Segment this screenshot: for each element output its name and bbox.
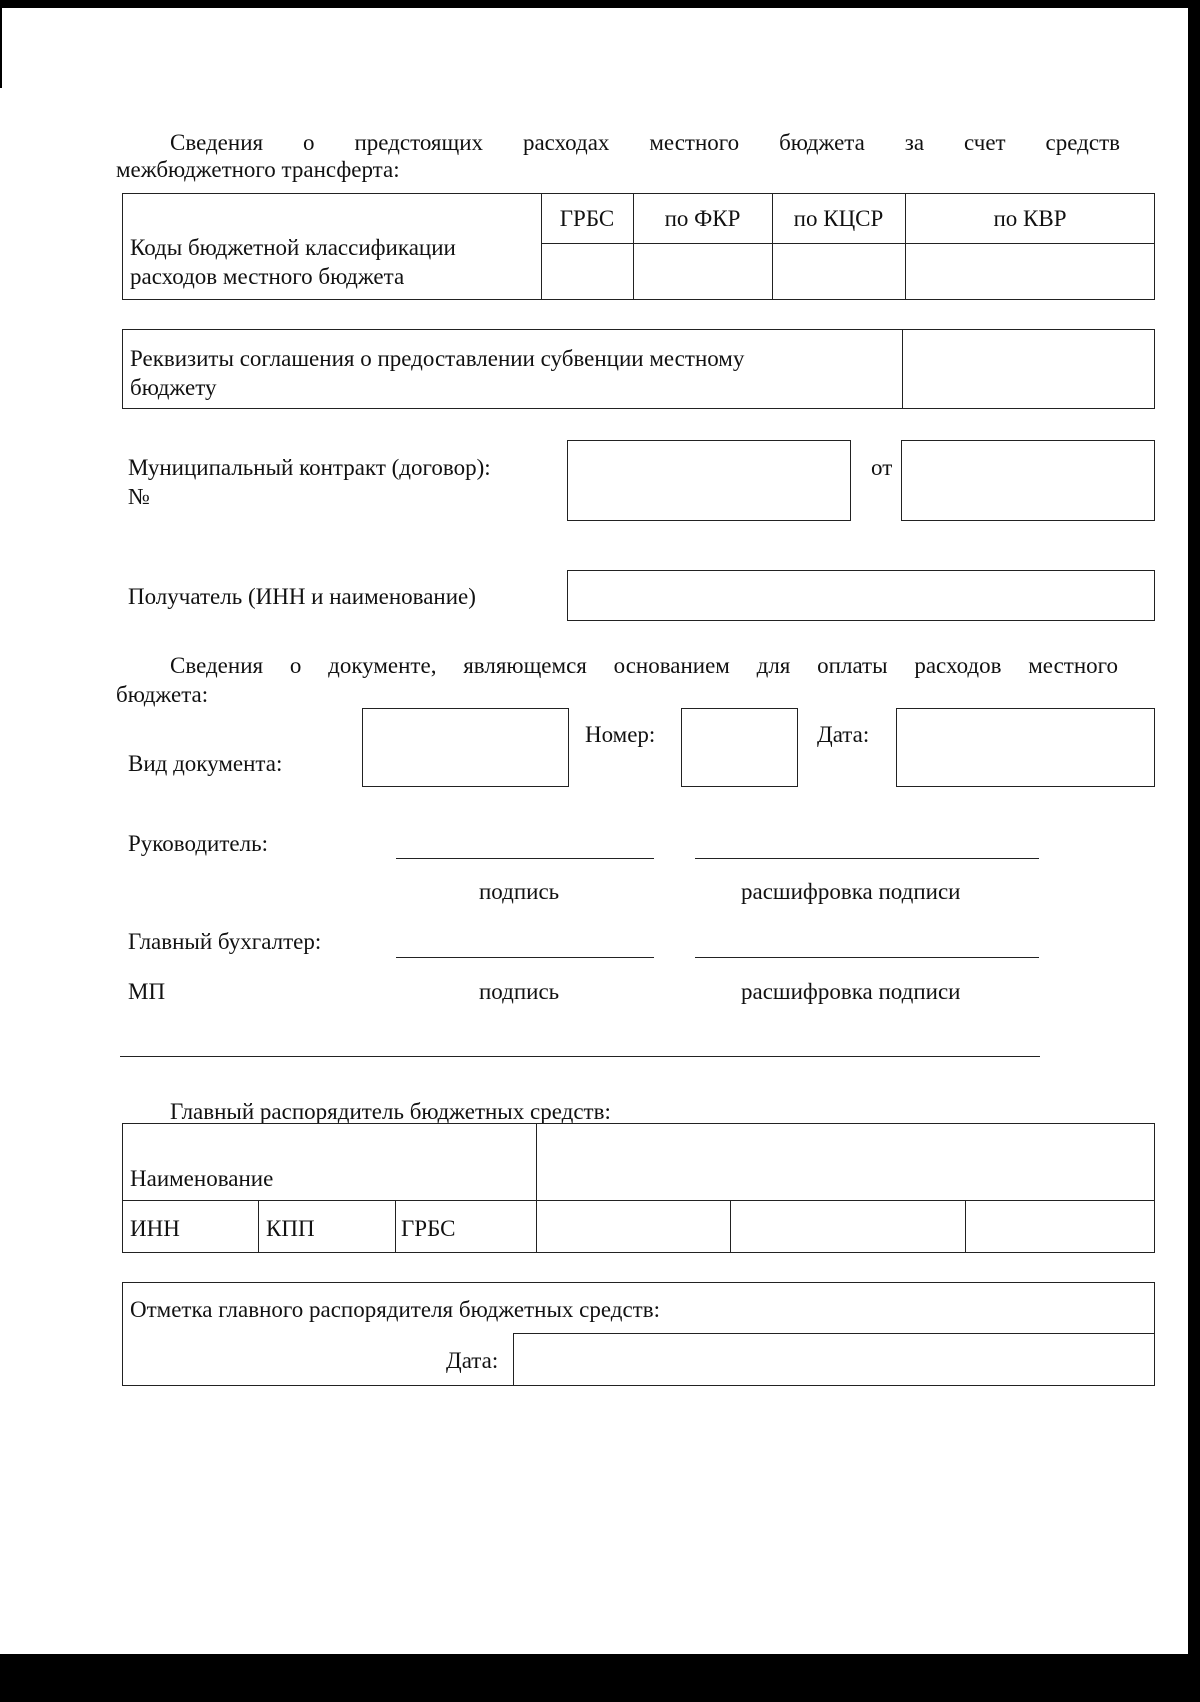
header-kcsr: по КЦСР bbox=[793, 206, 884, 231]
header-kvr: по КВР bbox=[993, 206, 1067, 231]
head-signature-line[interactable] bbox=[396, 858, 654, 859]
doc-type-label: Вид документа: bbox=[128, 751, 283, 776]
basis-intro-line2: бюджета: bbox=[116, 682, 209, 707]
doc-date-label: Дата: bbox=[817, 722, 870, 747]
section-divider bbox=[120, 1056, 1040, 1057]
accountant-signature-line[interactable] bbox=[396, 957, 654, 958]
header-grbs: ГРБС bbox=[559, 206, 615, 231]
inn-field[interactable] bbox=[538, 1202, 728, 1251]
header-fkr: по ФКР bbox=[664, 206, 741, 231]
inn-label: ИНН bbox=[130, 1216, 180, 1241]
fkr-cell[interactable] bbox=[635, 245, 770, 298]
head-decoding-line[interactable] bbox=[695, 858, 1039, 859]
mark-date-field[interactable] bbox=[515, 1335, 1153, 1384]
contract-label-line2: № bbox=[128, 484, 150, 509]
contract-label-line1: Муниципальный контракт (договор): bbox=[128, 455, 491, 480]
chief-accountant-label: Главный бухгалтер: bbox=[128, 929, 322, 954]
grbs-label: ГРБС bbox=[401, 1216, 456, 1241]
agreement-label-line1: Реквизиты соглашения о предоставлении субвенции местному bbox=[130, 346, 745, 371]
codes-label-line1: Коды бюджетной классификации bbox=[130, 235, 456, 260]
name-label: Наименование bbox=[130, 1166, 274, 1191]
kvr-cell[interactable] bbox=[907, 245, 1153, 298]
stamp-label: МП bbox=[128, 979, 166, 1004]
head-label: Руководитель: bbox=[128, 831, 268, 856]
agreement-label-line2: бюджету bbox=[130, 375, 217, 400]
section1-intro-line1: Сведения о предстоящих расходах местного бюджета за счет средств bbox=[170, 130, 1120, 155]
contract-date-field[interactable] bbox=[901, 440, 1155, 521]
accountant-decoding-caption: расшифровка подписи bbox=[741, 979, 961, 1004]
codes-label-line2: расходов местного бюджета bbox=[130, 264, 405, 289]
doc-number-field[interactable] bbox=[681, 708, 798, 787]
accountant-decoding-line[interactable] bbox=[695, 957, 1039, 958]
scan-edge bbox=[0, 8, 2, 88]
kpp-label: КПП bbox=[266, 1216, 315, 1241]
kpp-field[interactable] bbox=[732, 1202, 963, 1251]
contract-number-field[interactable] bbox=[567, 440, 851, 521]
head-signature-caption: подпись bbox=[479, 879, 560, 904]
accountant-signature-caption: подпись bbox=[479, 979, 560, 1004]
contract-from-label: от bbox=[871, 455, 893, 480]
name-field[interactable] bbox=[538, 1125, 1153, 1198]
kcsr-cell[interactable] bbox=[774, 245, 903, 298]
grbs-field[interactable] bbox=[967, 1202, 1153, 1251]
main-manager-intro: Главный распорядитель бюджетных средств: bbox=[170, 1099, 611, 1124]
agreement-field[interactable] bbox=[904, 331, 1153, 407]
head-decoding-caption: расшифровка подписи bbox=[741, 879, 961, 904]
doc-number-label: Номер: bbox=[585, 722, 656, 747]
recipient-label: Получатель (ИНН и наименование) bbox=[128, 584, 476, 609]
document-page bbox=[0, 8, 1188, 1654]
section1-intro-line2: межбюджетного трансферта: bbox=[116, 157, 400, 182]
recipient-field[interactable] bbox=[567, 570, 1155, 621]
grbs-cell[interactable] bbox=[543, 245, 631, 298]
doc-type-field[interactable] bbox=[362, 708, 569, 787]
mark-date-label: Дата: bbox=[446, 1348, 499, 1373]
basis-intro-line1: Сведения о документе, являющемся основанием для оплаты расходов местного bbox=[170, 653, 1118, 678]
mark-label: Отметка главного распорядителя бюджетных средств: bbox=[130, 1297, 660, 1322]
doc-date-field[interactable] bbox=[896, 708, 1155, 787]
